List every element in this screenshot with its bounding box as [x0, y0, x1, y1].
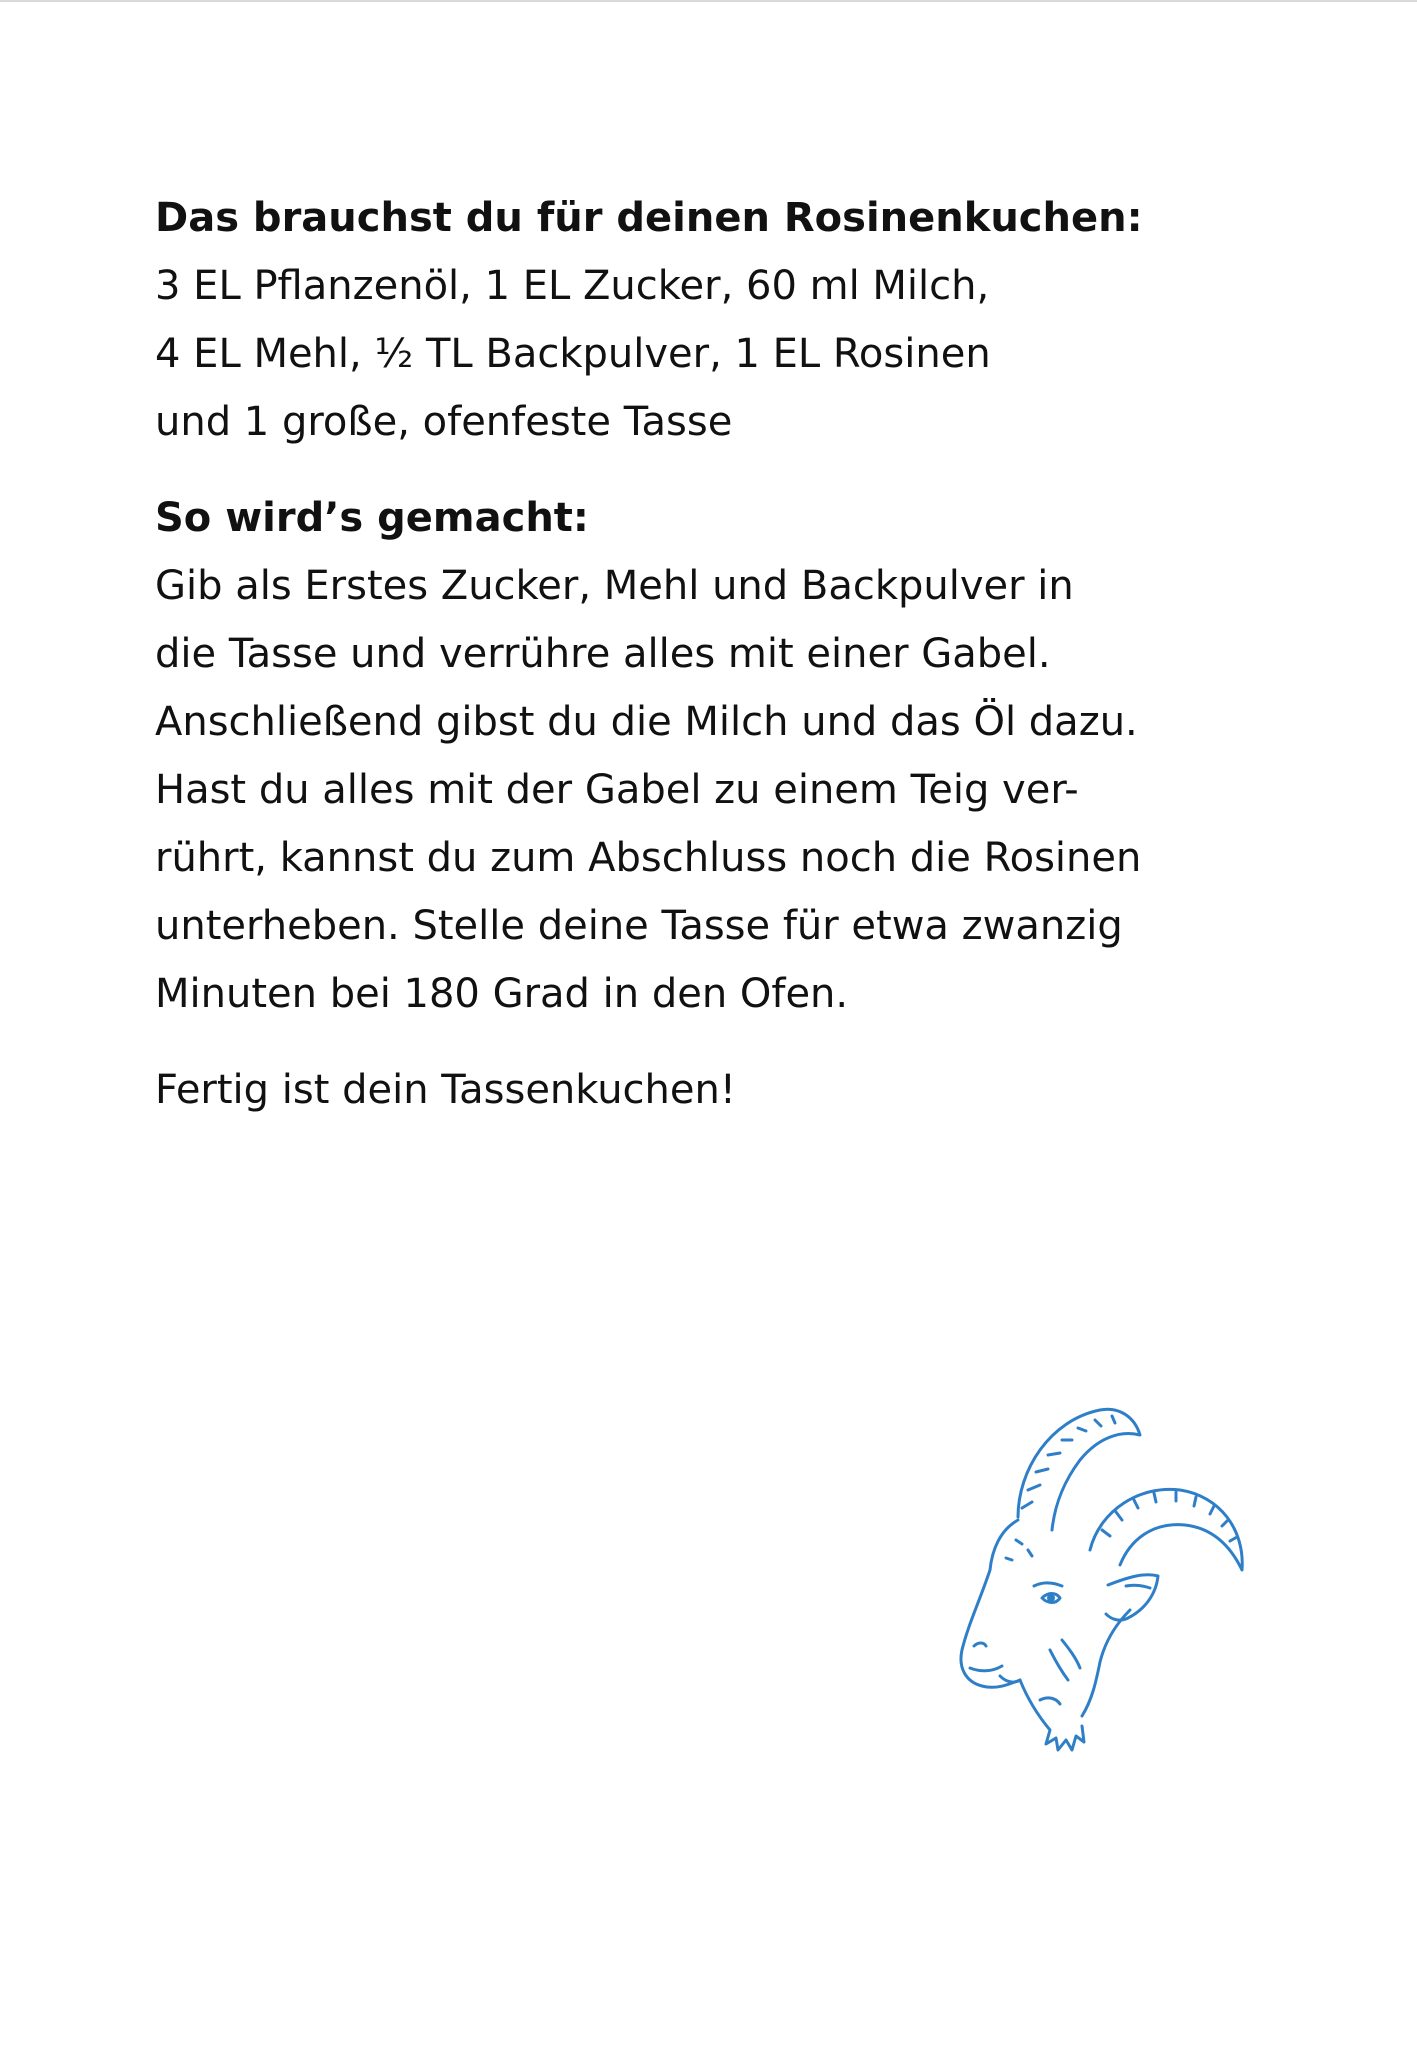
method-line: Hast du alles mit der Gabel zu einem Teig ver- [155, 767, 1079, 813]
method-text [155, 552, 1275, 1028]
method-line: die Tasse und verrühre alles mit einer Gabel. [155, 631, 1051, 677]
method-line: Minuten bei 180 Grad in den Ofen. [155, 971, 849, 1017]
page-top-border [0, 0, 1417, 2]
method-line: Anschließend gibst du die Milch und das Öl dazu. [155, 699, 1138, 745]
ingredients-heading: Das brauchst du für deinen Rosinenkuchen: [155, 195, 1143, 241]
ingredients-line: 3 EL Pflanzenöl, 1 EL Zucker, 60 ml Milch, [155, 263, 990, 309]
recipe-text [155, 184, 1275, 1124]
ingredients-line: 4 EL Mehl, ½ TL Backpulver, 1 EL Rosinen [155, 331, 991, 377]
method-line: unterheben. Stelle deine Tasse für etwa zwanzig [155, 903, 1123, 949]
closing-line: Fertig ist dein Tassenkuchen! [155, 1067, 736, 1113]
goat-head-icon [930, 1400, 1290, 1760]
method-line: rührt, kannst du zum Abschluss noch die Rosinen [155, 835, 1142, 881]
ingredients-line: und 1 große, ofenfeste Tasse [155, 399, 733, 445]
method-line: Gib als Erstes Zucker, Mehl und Backpulver in [155, 563, 1074, 609]
method-heading: So wird’s gemacht: [155, 495, 589, 541]
ingredients-list [155, 252, 1275, 456]
